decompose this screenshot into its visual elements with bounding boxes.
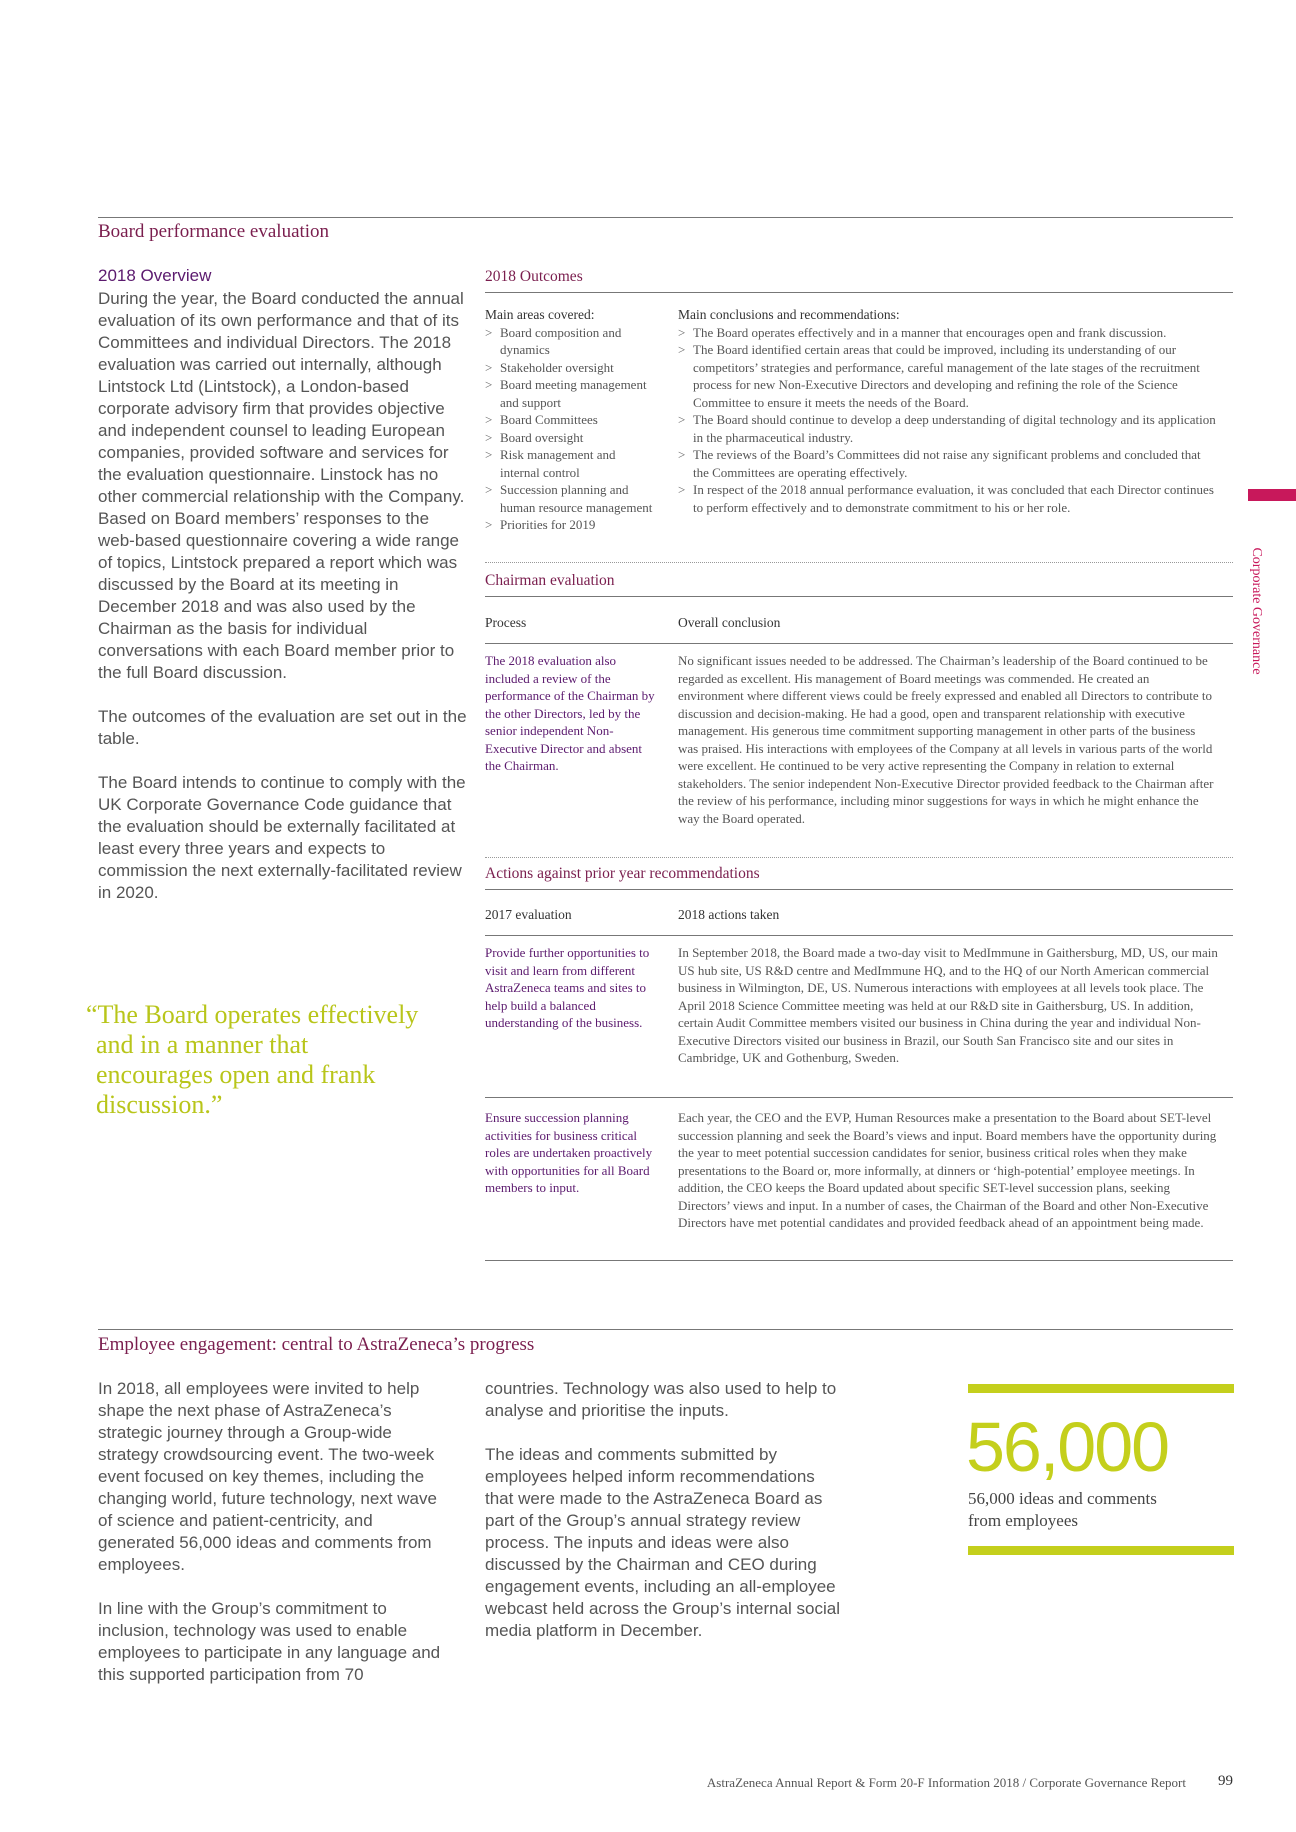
list-item: > The Board should continue to develop a deep understanding of digital technology and its application in the pharmaceutical industry. — [678, 411, 1218, 446]
list-item: > In respect of the 2018 annual performance evaluation, it was concluded that each Director continues to perform effectively and to demonstrate commitment to his or her role. — [678, 481, 1218, 516]
overview-heading: 2018 Overview — [98, 266, 212, 285]
conclusions-column — [678, 306, 1218, 516]
list-item: > The Board operates effectively and in a manner that encourages open and frank discussion. — [678, 324, 1218, 342]
chairman-col2-head: Overall conclusion — [678, 615, 781, 630]
chairman-rule — [485, 596, 1233, 597]
actions-rule — [485, 889, 1233, 890]
chairman-process: The 2018 evaluation also included a review of the performance of the Chairman by the other Directors, led by the senior independent Non-Executive Director and absent the Chairman. — [485, 653, 655, 773]
list-item: > Risk management and internal control — [485, 446, 655, 481]
actions-col1-head: 2017 evaluation — [485, 907, 572, 922]
chairman-head-rule — [485, 643, 1233, 644]
pull-quote: “The Board operates effectively and in a manner that encourages open and frank discussion.” — [86, 1000, 419, 1119]
outcomes-title: 2018 Outcomes — [485, 268, 583, 285]
top-rule — [98, 217, 1233, 218]
stat-value: 56,000 — [966, 1408, 1169, 1486]
side-tab-label: Corporate Governance — [1249, 547, 1264, 675]
areas-column — [485, 306, 655, 534]
engagement-rule — [98, 1329, 1233, 1330]
chairman-title: Chairman evaluation — [485, 572, 615, 589]
actions-col2-head: 2018 actions taken — [678, 907, 780, 922]
list-item: > Board Committees — [485, 411, 655, 429]
chairman-divider — [485, 857, 1233, 858]
areas-list — [485, 324, 655, 534]
outcomes-rule — [485, 292, 1233, 293]
list-item: > The Board identified certain areas that could be improved, including its understanding of our competitors’ strategies and performance, careful management of the late stages of the recruitment process for new Non-Executive Directors and developing and refining the role of the Science Committee to ensure it meets the needs of the Board. — [678, 341, 1218, 411]
list-item: > Board composition and dynamics — [485, 324, 655, 359]
page-number: 99 — [1218, 1773, 1233, 1789]
engagement-paragraph: countries. Technology was also used to help to analyse and prioritise the inputs. — [485, 1379, 837, 1420]
conclusions-list — [678, 324, 1218, 517]
list-item: > Priorities for 2019 — [485, 516, 655, 534]
table-row-recommendation: Ensure succession planning activities for business critical roles are undertaken proactively with opportunities for all Board members to input. — [485, 1110, 653, 1195]
overview-paragraph: The Board intends to continue to comply with the UK Corporate Governance Code guidance that the evaluation should be externally facilitated at least every three years and expects to commission the next externally-facilitated review in 2020. — [98, 773, 466, 902]
engagement-col1 — [98, 1378, 448, 1686]
table-row-action: Each year, the CEO and the EVP, Human Resources make a presentation to the Board about SET-level succession planning and seek the Board’s views and input. Board members have the opportunity during the year to meet potential succession candidates for senior, business critical roles when they make presentations to the Board or, more informally, at dinners or ‘high-potential’ employee meetings. In addition, the CEO keeps the Board updated about specific SET-level succession plans, seeking Directors’ views and input. In a number of cases, the Chairman of the Board and other Non-Executive Directors have met potential candidates and provided feedback ahead of an appointment being made. — [678, 1110, 1217, 1230]
chairman-conclusion: No significant issues needed to be addressed. The Chairman’s leadership of the Board continued to be regarded as excellent. His management of Board meetings was commended. He created an environment where different views could be freely expressed and enabled all Directors to contribute to discussion and decision-making. He had a good, open and transparent relationship with executive management. His generous time commitment supporting management in other parts of the business was praised. His interactions with employees of the Company at all levels in various parts of the world were excellent. He continued to be very active representing the Company in relation to external stakeholders. The senior independent Non-Executive Director provided feedback to the Chairman after the review of his performance, including minor suggestions for ways in which he might enhance the way the Board operated. — [678, 653, 1214, 826]
actions-row-rule — [485, 1097, 1233, 1098]
stat-bottom-bar — [968, 1546, 1234, 1555]
list-item: > Board meeting management and support — [485, 376, 655, 411]
list-item: > Succession planning and human resource management — [485, 481, 655, 516]
list-item: > Board oversight — [485, 429, 655, 447]
actions-head-rule — [485, 935, 1233, 936]
engagement-paragraph: In 2018, all employees were invited to help shape the next phase of AstraZeneca’s strategic journey through a Group-wide strategy crowdsourcing event. The two-week event focused on key themes, including the changing world, future technology, next wave of science and patient-centricity, and generated 56,000 ideas and comments from employees. — [98, 1379, 437, 1574]
outcomes-divider — [485, 562, 1233, 563]
section-title-engagement: Employee engagement: central to AstraZeneca’s progress — [98, 1334, 535, 1355]
section-title-board-evaluation: Board performance evaluation — [98, 221, 330, 242]
table-row-action: In September 2018, the Board made a two-day visit to MedImmune in Gaithersburg, MD, US, our main US hub site, US R&D centre and MedImmune HQ, and to the HQ of our North American commercial business in Wilmington, DE, US. Numerous interactions with employees at all levels took place. The April 2018 Science Committee meeting was held at our R&D site in Gaithersburg, US. In addition, certain Audit Committee members visited our business in China during the year and individual Non-Executive Directors visited our business in Brazil, our South San Francisco site and our sites in Cambridge, UK and Gothenburg, Sweden. — [678, 945, 1218, 1065]
stat-label: 56,000 ideas and comments from employees — [968, 1489, 1157, 1530]
overview-paragraph: The outcomes of the evaluation are set out in the table. — [98, 707, 467, 748]
stat-top-bar — [968, 1384, 1234, 1393]
list-item: > The reviews of the Board’s Committees did not raise any significant problems and concluded that the Committees are operating effectively. — [678, 446, 1218, 481]
actions-title: Actions against prior year recommendations — [485, 865, 760, 882]
areas-heading: Main areas covered: — [485, 307, 595, 322]
actions-bottom-rule — [485, 1260, 1233, 1261]
engagement-paragraph: The ideas and comments submitted by employees helped inform recommendations that were made to the AstraZeneca Board as part of the Group’s annual strategy review process. The inputs and ideas were also discussed by the Chairman and CEO during engagement events, including an all-employee webcast held across the Group’s internal social media platform in December. — [485, 1445, 840, 1640]
list-item: > Stakeholder oversight — [485, 359, 655, 377]
conclusions-heading: Main conclusions and recommendations: — [678, 307, 900, 322]
overview-body — [98, 288, 470, 904]
table-row-recommendation: Provide further opportunities to visit and learn from different AstraZeneca teams and sites to help build a balanced understanding of the business. — [485, 945, 650, 1030]
chairman-col1-head: Process — [485, 615, 527, 630]
engagement-paragraph: In line with the Group’s commitment to inclusion, technology was used to enable employees to participate in any language and this supported participation from 70 — [98, 1599, 441, 1684]
overview-paragraph: During the year, the Board conducted the annual evaluation of its own performance and that of its Committees and individual Directors. The 2018 evaluation was carried out internally, although Lintstock Ltd (Lintstock), a London-based corporate advisory firm that provides objective and independent counsel to leading European companies, provided software and services for the evaluation questionnaire. Linstock has no other commercial relationship with the Company. Based on Board members’ responses to the web-based questionnaire covering a wide range of topics, Lintstock prepared a report which was discussed by the Board at its meeting in December 2018 and was also used by the Chairman as the basis for individual conversations with each Board member prior to the full Board discussion. — [98, 289, 465, 682]
footer-text: AstraZeneca Annual Report & Form 20-F Information 2018 / Corporate Governance Report — [706, 1775, 1186, 1790]
engagement-col2 — [485, 1378, 847, 1642]
